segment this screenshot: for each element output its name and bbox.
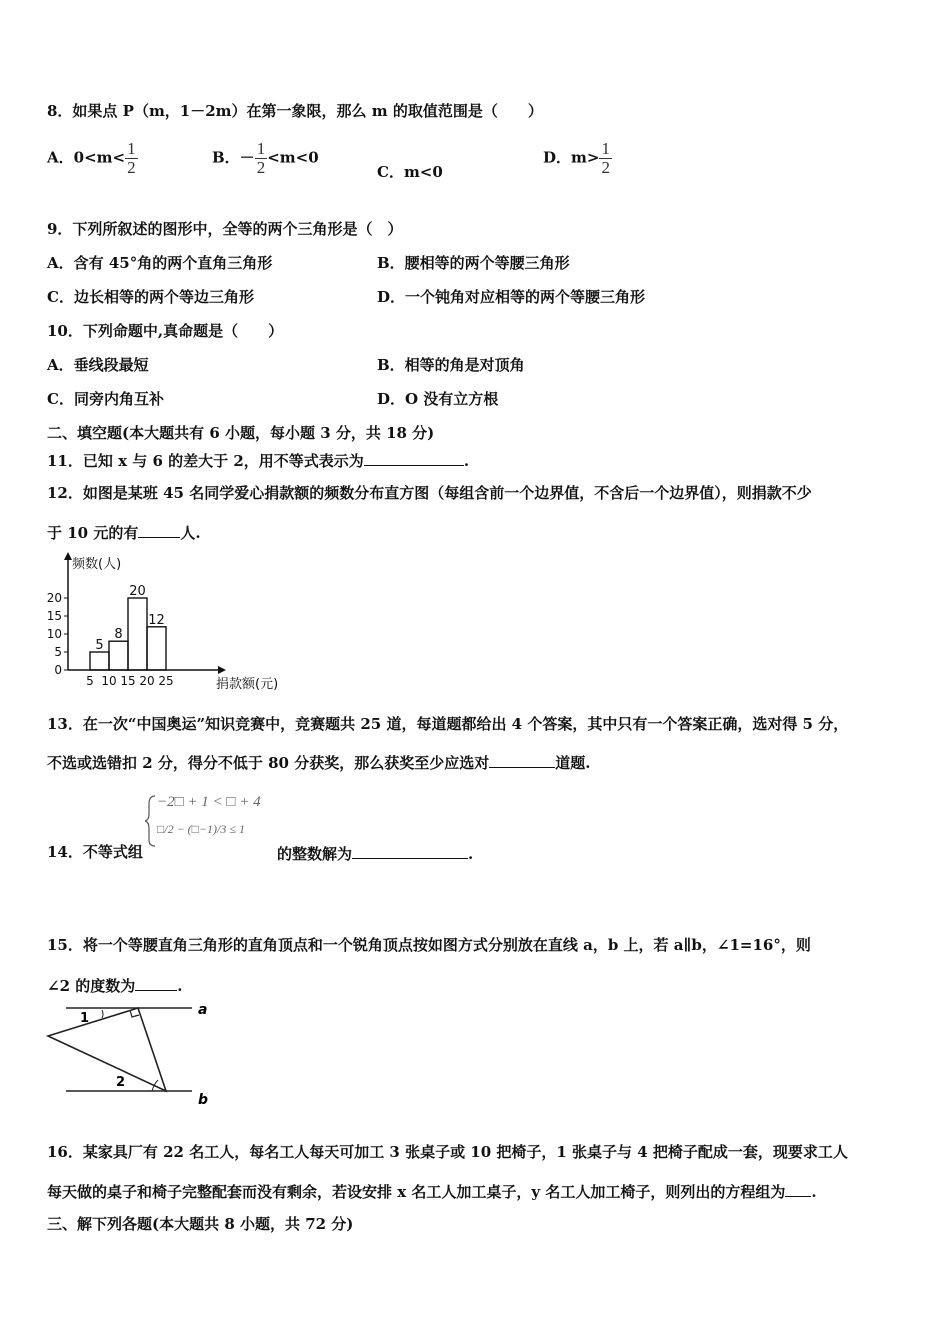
answer-blank[interactable] [489, 751, 555, 768]
q11: 11．已知 x 与 6 的差大于 2，用不等式表示为 . [47, 449, 469, 471]
q16-line1: 16．某家具厂有 22 名工人，每名工人每天可加工 3 张桌子或 10 把椅子，1 张桌子与 4 把椅子配成一套，现要求工人 [47, 1143, 848, 1161]
q8-option-a[interactable]: A．0<m< $\frac{1}{2}$ [47, 139, 136, 177]
q13-line1: 13．在一次“中国奥运”知识竞赛中，竞赛题共 25 道，每道题都给出 4 个答案，其中只有一个答案正确，选对得 5 分， [47, 715, 849, 733]
label-a: a [198, 1002, 208, 1018]
q16-line2: 每天做的桌子和椅子完整配套而没有剩余，若设安排 x 名工人加工桌子，y 名工人加工椅子，则列出的方程组为 . [47, 1180, 817, 1202]
x-axis-arrow [218, 666, 226, 674]
q14-pre: 14．不等式组 [47, 843, 143, 861]
angle-1-label: 1 [80, 1011, 90, 1026]
y-tick-label: 20 [46, 591, 62, 605]
fraction: $\frac{1}{2}$ [127, 139, 136, 177]
histogram-bar [90, 652, 109, 670]
q9-stem: 9．下列所叙述的图形中，全等的两个三角形是（ ） [47, 220, 403, 238]
x-tick-label: 10 [101, 674, 117, 688]
q9-option-b[interactable]: B．腰相等的两个等腰三角形 [377, 254, 570, 272]
fraction: $\frac{1}{2}$ [601, 139, 610, 177]
y-tick-label: 5 [54, 645, 62, 659]
q15-line2: ∠2 的度数为 . [47, 974, 182, 996]
bar-value-label: 12 [148, 612, 165, 628]
angle-2-label: 2 [116, 1075, 126, 1090]
x-tick-label: 20 [139, 674, 155, 688]
y-axis-arrow [64, 552, 72, 560]
q12-line2: 于 10 元的有 人. [47, 521, 201, 543]
q8-option-b[interactable]: B．－ $\frac{1}{2}$ <m<0 [212, 139, 319, 177]
x-axis-label: 捐款额(元) [216, 677, 279, 692]
y-tick-label: 10 [46, 627, 62, 641]
inequality-2: □/2 − (□−1)/3 ≤ 1 [157, 822, 245, 836]
right-angle-mark [130, 1010, 139, 1017]
right-triangle [48, 1008, 166, 1091]
answer-blank[interactable] [352, 842, 468, 859]
q14-post: 的整数解为 . [277, 842, 473, 864]
x-tick-label: 15 [120, 674, 136, 688]
bar-value-label: 5 [95, 638, 104, 653]
q8-stem: 8．如果点 P（m，1－2m）在第一象限，那么 m 的取值范围是（ ） [47, 102, 543, 120]
bar-value-label: 8 [114, 627, 123, 643]
histogram-bar [109, 641, 128, 670]
bar-value-label: 20 [129, 584, 146, 599]
answer-blank[interactable] [785, 1180, 811, 1197]
section-2-heading: 二、填空题(本大题共有 6 小题，每小题 3 分，共 18 分) [47, 424, 435, 442]
parallel-lines-triangle-figure [40, 998, 220, 1110]
q10-option-b[interactable]: B．相等的角是对顶角 [377, 356, 525, 374]
histogram-chart [40, 552, 280, 698]
label-b: b [198, 1092, 209, 1108]
answer-blank[interactable] [138, 521, 180, 538]
histogram-bar [128, 598, 147, 670]
q9-option-c[interactable]: C．边长相等的两个等边三角形 [47, 288, 254, 306]
q8-option-c[interactable]: C．m<0 [377, 163, 443, 181]
fraction: $\frac{1}{2}$ [256, 139, 266, 177]
q13-line2: 不选或选错扣 2 分，得分不低于 80 分获奖，那么获奖至少应选对 道题. [47, 751, 590, 773]
angle-1-arc [102, 1010, 103, 1018]
q12-line1: 12．如图是某班 45 名同学爱心捐款额的频数分布直方图（每组含前一个边界值，不含后一个边界值），则捐款不少 [47, 484, 812, 502]
y-axis-label: 频数(人) [72, 557, 122, 572]
q10-option-d[interactable]: D．O 没有立方根 [377, 390, 499, 408]
answer-blank[interactable] [135, 974, 177, 991]
answer-blank[interactable] [364, 449, 464, 466]
histogram-bar [147, 627, 166, 670]
q8-option-d[interactable]: D．m> $\frac{1}{2}$ [543, 139, 610, 177]
inequality-1: −2□ + 1 < □ + 4 [157, 794, 261, 810]
q10-option-c[interactable]: C．同旁内角互补 [47, 390, 164, 408]
q10-stem: 10．下列命题中,真命题是（ ） [47, 322, 284, 340]
y-tick-label: 15 [46, 609, 62, 623]
q15-line1: 15．将一个等腰直角三角形的直角顶点和一个锐角顶点按如图方式分别放在直线 a，b 上，若 a∥b，∠1=16°，则 [47, 936, 811, 954]
q10-option-a[interactable]: A．垂线段最短 [47, 356, 149, 374]
y-tick-label: 0 [54, 663, 62, 677]
q9-option-d[interactable]: D．一个钝角对应相等的两个等腰三角形 [377, 288, 646, 306]
section-3-heading: 三、解下列各题(本大题共 8 小题，共 72 分) [47, 1215, 354, 1233]
x-tick-label: 25 [158, 674, 174, 688]
x-tick-label: 5 [86, 674, 94, 688]
q9-option-a[interactable]: A．含有 45°角的两个直角三角形 [47, 254, 273, 272]
